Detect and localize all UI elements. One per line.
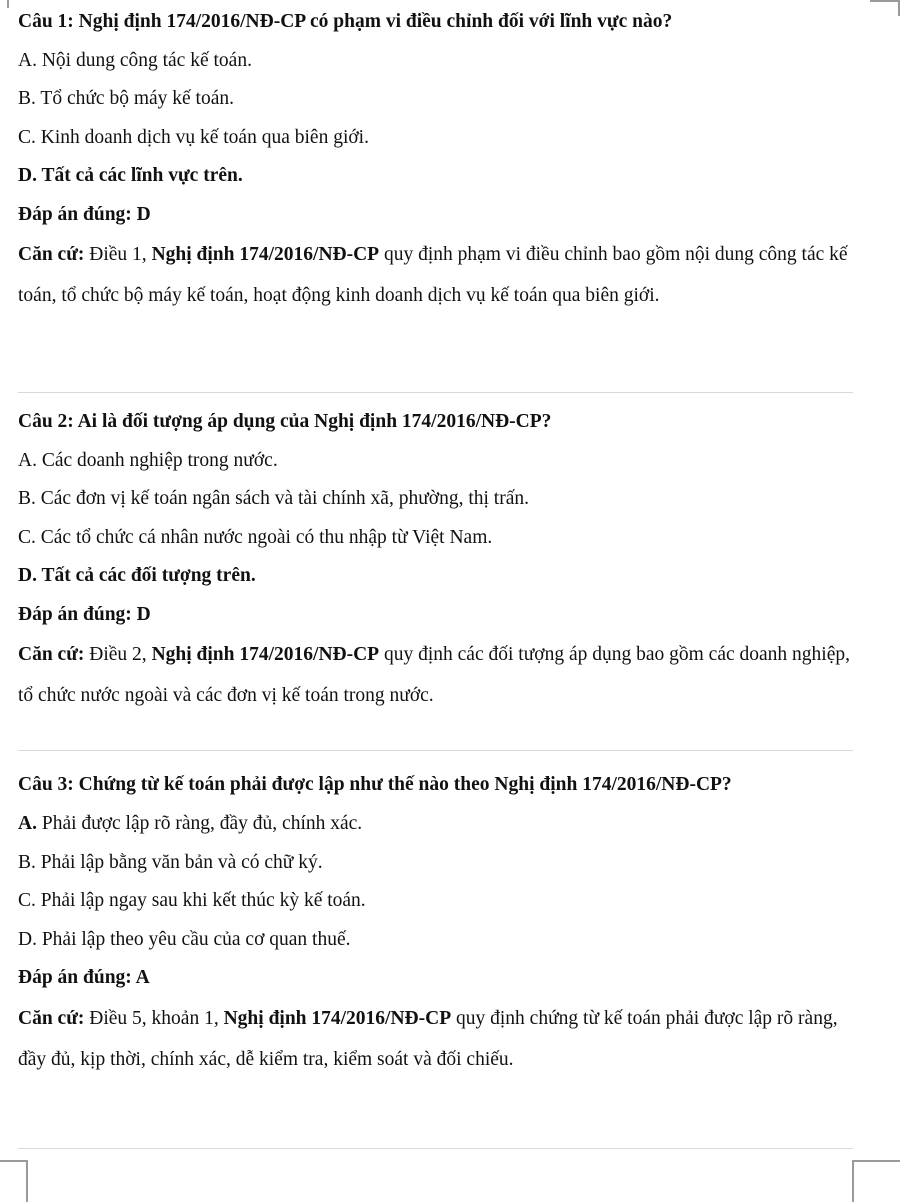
question-2-answer: Đáp án đúng: D [18,603,151,625]
question-3-option-a-label: A. [18,813,37,834]
crop-mark-top-right [870,0,900,16]
question-1-option-d: D. Tất cả các lĩnh vực trên. [18,165,243,186]
question-1-basis-decree: Nghị định 174/2016/NĐ-CP [151,244,380,265]
question-1-option-a: A. Nội dung công tác kế toán. [18,49,252,71]
question-2-basis-text: quy định các đối tượng áp dụng bao gồm các doanh nghiệp, tổ chức nước ngoài và các đơn vị kế toán trong nước. [18,644,851,706]
question-3-option-a [18,805,853,844]
question-2 [18,403,853,716]
question-2-basis-label: Căn cứ: [18,644,85,665]
question-1-basis-label: Căn cứ: [18,244,85,265]
question-3 [18,764,853,1080]
question-3-option-d: D. Phải lập theo yêu cầu của cơ quan thuế. [18,928,351,950]
question-2-title: Câu 2: Ai là đối tượng áp dụng của Nghị định 174/2016/NĐ-CP? [18,411,552,432]
question-2-basis-decree: Nghị định 174/2016/NĐ-CP [151,644,380,665]
divider-1 [18,392,853,393]
question-1-basis-article: Điều 1, [84,244,152,265]
question-1-option-c: C. Kinh doanh dịch vụ kế toán qua biên giới. [18,126,369,148]
question-3-basis-decree: Nghị định 174/2016/NĐ-CP [223,1007,452,1029]
question-1-basis [18,234,853,316]
question-2-option-d: D. Tất cả các đối tượng trên. [18,565,256,586]
question-3-basis-text: quy định chứng từ kế toán phải được lập rõ ràng, đầy đủ, kịp thời, chính xác, dễ kiểm tra, kiểm soát và đối chiếu. [18,1007,838,1070]
question-1 [18,3,853,316]
question-1-option-b: B. Tổ chức bộ máy kế toán. [18,88,234,109]
crop-mark-bottom-left [0,1160,28,1202]
question-1-title: Câu 1: Nghị định 174/2016/NĐ-CP có phạm vi điều chỉnh đối với lĩnh vực nào? [18,11,673,32]
divider-3 [18,1148,853,1149]
question-3-basis-article: Điều 5, khoản 1, [84,1007,224,1029]
question-2-option-b: B. Các đơn vị kế toán ngân sách và tài chính xã, phường, thị trấn. [18,488,529,509]
question-3-answer: Đáp án đúng: A [18,967,150,988]
question-3-title: Câu 3: Chứng từ kế toán phải được lập như thế nào theo Nghị định 174/2016/NĐ-CP? [18,774,732,795]
question-2-option-a: A. Các doanh nghiệp trong nước. [18,449,278,471]
crop-mark-top-left [0,0,9,8]
question-3-option-a-text: Phải được lập rõ ràng, đầy đủ, chính xác. [36,813,363,834]
question-3-basis [18,998,853,1080]
question-2-basis-article: Điều 2, [84,644,152,665]
question-2-basis [18,634,853,716]
crop-mark-bottom-right [852,1160,900,1202]
divider-2 [18,750,853,751]
question-3-basis-label: Căn cứ: [18,1007,85,1029]
question-1-basis-text: quy định phạm vi điều chỉnh bao gồm nội dung công tác kế toán, tổ chức bộ máy kế toán, hoạt động kinh doanh dịch vụ kế toán qua biên giới. [18,244,848,306]
question-3-option-b: B. Phải lập bằng văn bản và có chữ ký. [18,851,323,873]
question-3-option-c: C. Phải lập ngay sau khi kết thúc kỳ kế toán. [18,890,366,911]
question-2-option-c: C. Các tổ chức cá nhân nước ngoài có thu nhập từ Việt Nam. [18,526,493,548]
question-1-answer: Đáp án đúng: D [18,203,151,225]
